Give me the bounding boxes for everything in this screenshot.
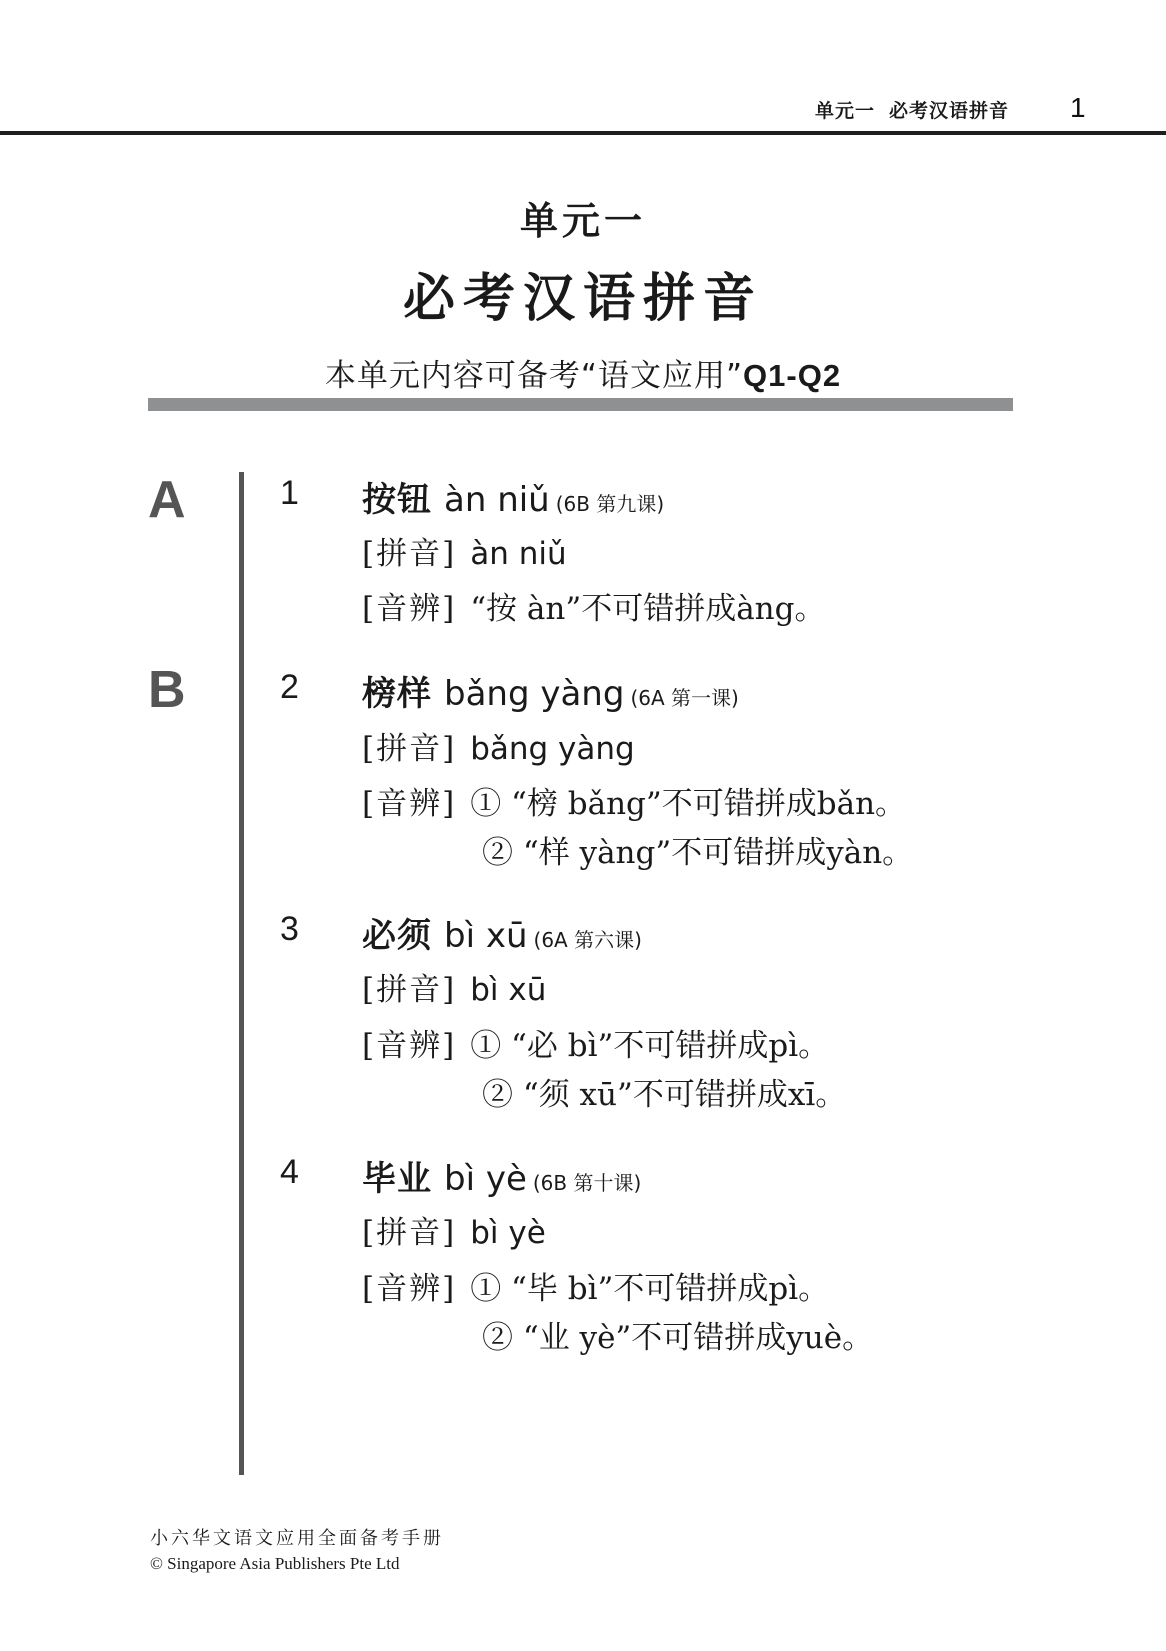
footer-book-title: 小六华文语文应用全面备考手册 xyxy=(150,1528,444,1549)
entry-pinyin-line xyxy=(362,723,635,768)
distinction-note-1: ① “必 bì”不可错拼成pì。 xyxy=(470,1028,830,1064)
entry-distinction-line xyxy=(362,778,906,823)
entry-word: 按钮 xyxy=(362,480,432,520)
pinyin-value: bǎng yàng xyxy=(470,731,635,767)
entry-number: 1 xyxy=(280,474,299,512)
entry-headword xyxy=(362,908,642,957)
entry-pinyin: bǎng yàng xyxy=(444,674,625,714)
footer-copyright: © Singapore Asia Publishers Pte Ltd xyxy=(150,1554,400,1573)
entry-distinction-line xyxy=(362,1020,829,1065)
entry-headword xyxy=(362,1151,641,1200)
entry-headword xyxy=(362,472,664,521)
entry-number: 3 xyxy=(280,910,299,948)
page-number: 1 xyxy=(1070,92,1086,123)
entry-source: (6B 第十课) xyxy=(532,1171,642,1195)
running-header xyxy=(815,96,1009,123)
entry-pinyin: bì xū xyxy=(444,916,528,956)
entry-source: (6A 第一课) xyxy=(630,686,739,710)
unit-label: 单元一 xyxy=(519,199,646,243)
distinction-tag: [音辨] xyxy=(362,786,457,822)
unit-subtitle xyxy=(0,350,1166,395)
section-letter-b: B xyxy=(148,661,186,719)
entry-pinyin: bì yè xyxy=(444,1159,527,1199)
distinction-tag: [音辨] xyxy=(362,591,457,627)
subtitle-questions: Q1-Q2 xyxy=(743,358,842,393)
distinction-note-2: ② “样 yàng”不可错拼成yàn。 xyxy=(482,835,914,871)
entry-number: 2 xyxy=(280,668,299,706)
pinyin-tag: [拼音] xyxy=(362,731,457,767)
distinction-note-1: ① “毕 bì”不可错拼成pì。 xyxy=(470,1271,830,1307)
entry-word: 榜样 xyxy=(362,674,432,714)
entry-distinction-line xyxy=(362,583,826,628)
unit-title: 必考汉语拼音 xyxy=(402,269,763,329)
pinyin-value: bì yè xyxy=(470,1215,546,1251)
distinction-tag: [音辨] xyxy=(362,1028,457,1064)
section-vertical-line xyxy=(239,472,244,1475)
distinction-note-2: ② “须 xū”不可错拼成xī。 xyxy=(482,1077,847,1113)
entry-number: 4 xyxy=(280,1153,299,1191)
distinction-tag: [音辨] xyxy=(362,1271,457,1307)
entry-pinyin: àn niǔ xyxy=(444,480,550,520)
entry-headword xyxy=(362,666,739,715)
entry-word: 毕业 xyxy=(362,1159,432,1199)
running-header-title: 必考汉语拼音 xyxy=(889,100,1010,122)
distinction-note-2: ② “业 yè”不可错拼成yuè。 xyxy=(482,1320,874,1356)
entry-source: (6A 第六课) xyxy=(533,928,642,952)
distinction-note-1: ① “榜 bǎng”不可错拼成bǎn。 xyxy=(470,786,907,822)
pinyin-tag: [拼音] xyxy=(362,972,457,1008)
pinyin-value: bì xū xyxy=(470,972,547,1008)
entry-pinyin-line xyxy=(362,964,546,1009)
distinction-note: “按 àn”不可错拼成àng。 xyxy=(470,591,826,627)
pinyin-value: àn niǔ xyxy=(470,536,567,572)
entry-pinyin-line xyxy=(362,528,567,573)
running-header-unit: 单元一 xyxy=(815,100,876,122)
entry-distinction-line xyxy=(362,1263,829,1308)
entry-pinyin-line xyxy=(362,1207,546,1252)
header-rule xyxy=(0,131,1166,135)
pinyin-tag: [拼音] xyxy=(362,536,457,572)
entry-word: 必须 xyxy=(362,916,432,956)
entry-source: (6B 第九课) xyxy=(555,492,665,516)
title-divider-bar xyxy=(148,398,1013,411)
section-letter-a: A xyxy=(148,471,186,529)
pinyin-tag: [拼音] xyxy=(362,1215,457,1251)
subtitle-text: 本单元内容可备考“语文应用” xyxy=(324,358,744,394)
